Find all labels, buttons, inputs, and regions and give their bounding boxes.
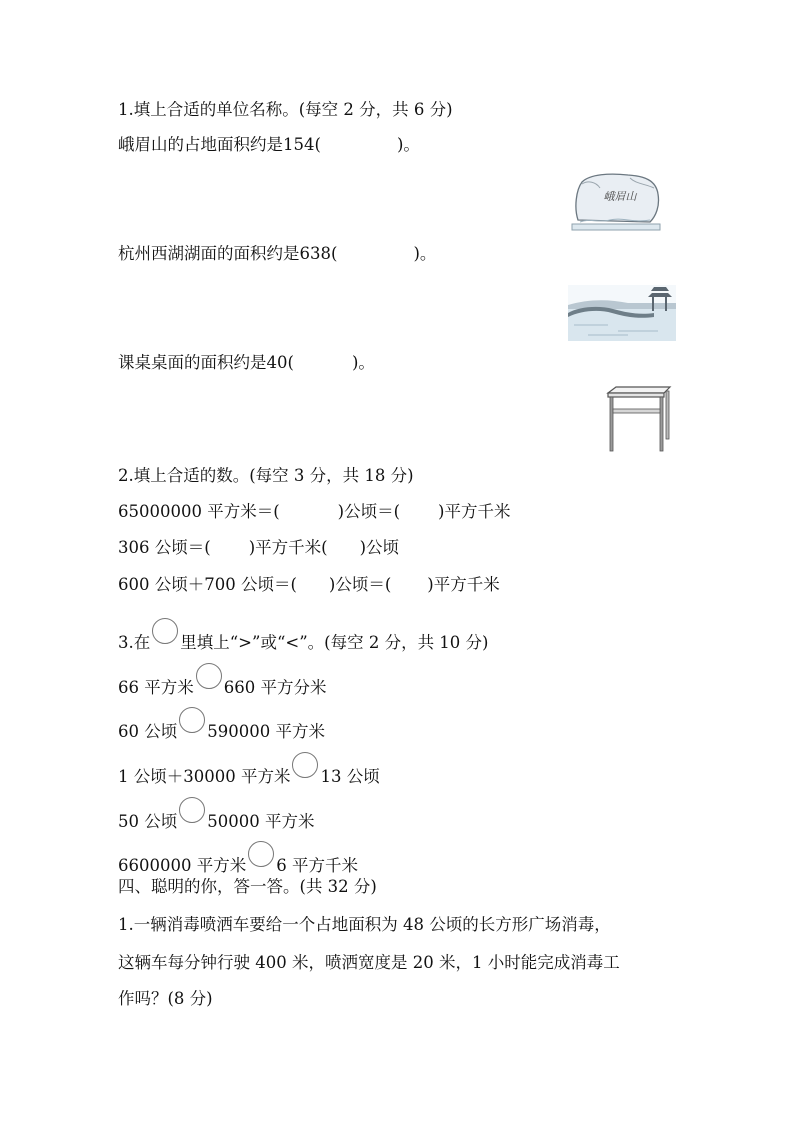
compare-right: 6 平方千米 [276,856,358,875]
fill-line-3-b: )公顷＝( [328,575,392,594]
fill-line-2 [118,537,399,559]
question-desk-close: )。 [351,353,375,372]
west-lake-illustration [568,285,676,345]
question-westlake [118,243,436,265]
section2-heading: 2.填上合适的数。(每空 3 分，共 18 分) [118,466,414,485]
compare-circle-3[interactable] [292,752,318,778]
fill-line-1-a: 65000000 平方米＝( [118,502,280,521]
compare-row [118,841,358,877]
compare-right: 13 公顷 [320,767,380,786]
question-emei-text: 峨眉山的占地面积约是154( [118,135,321,154]
question-emei-close: )。 [396,135,420,154]
stone-inscription: 峨眉山 [603,190,637,203]
compare-circle-2[interactable] [179,707,205,733]
fill-line-2-b: )平方千米( [248,538,328,557]
compare-left: 1 公顷＋30000 平方米 [118,767,291,786]
compare-row [118,752,380,788]
compare-row [118,707,325,743]
compare-right: 50000 平方米 [207,812,315,831]
compare-circle-1[interactable] [196,663,222,689]
question-westlake-close: )。 [413,244,437,263]
section3-heading-b: 里填上“>”或“<”。(每空 2 分，共 10 分) [180,633,489,652]
fill-line-2-a: 306 公顷＝( [118,538,211,557]
fill-line-2-c: )公顷 [359,538,399,557]
question-westlake-text: 杭州西湖湖面的面积约是638( [118,244,338,263]
problem-text-line-3: 作吗？(8 分) [118,989,213,1008]
problem-text-line-2: 这辆车每分钟行驶 400 米，喷洒宽度是 20 米，1 小时能完成消毒工 [118,953,620,972]
problem-text-line-1: 1.一辆消毒喷洒车要给一个占地面积为 48 公顷的长方形广场消毒， [118,915,611,934]
section3-heading [118,618,489,654]
compare-left: 60 公顷 [118,722,178,741]
desk-illustration [606,385,672,457]
question-emei [118,134,420,156]
compare-row [118,797,314,833]
emei-stone-illustration [570,170,662,236]
section3-heading-a: 3.在 [118,633,151,652]
question-desk-text: 课桌桌面的面积约是40( [118,353,294,372]
compare-right: 590000 平方米 [207,722,325,741]
fill-line-1-c: )平方千米 [438,502,511,521]
compare-row [118,663,327,699]
fill-line-3-c: )平方千米 [427,575,500,594]
compare-left: 66 平方米 [118,678,194,697]
fill-line-1-b: )公顷＝( [337,502,401,521]
compare-circle-example [152,618,178,644]
fill-line-3-a: 600 公顷＋700 公顷＝( [118,575,297,594]
compare-left: 6600000 平方米 [118,856,247,875]
compare-circle-4[interactable] [179,797,205,823]
fill-line-3 [118,574,500,596]
compare-right: 660 平方分米 [223,678,327,697]
section1-heading: 1.填上合适的单位名称。(每空 2 分，共 6 分) [118,100,453,119]
question-desk [118,352,375,374]
compare-left: 50 公顷 [118,812,178,831]
compare-circle-5[interactable] [248,841,274,867]
section4-heading: 四、聪明的你，答一答。(共 32 分) [118,877,377,896]
fill-line-1 [118,501,510,523]
